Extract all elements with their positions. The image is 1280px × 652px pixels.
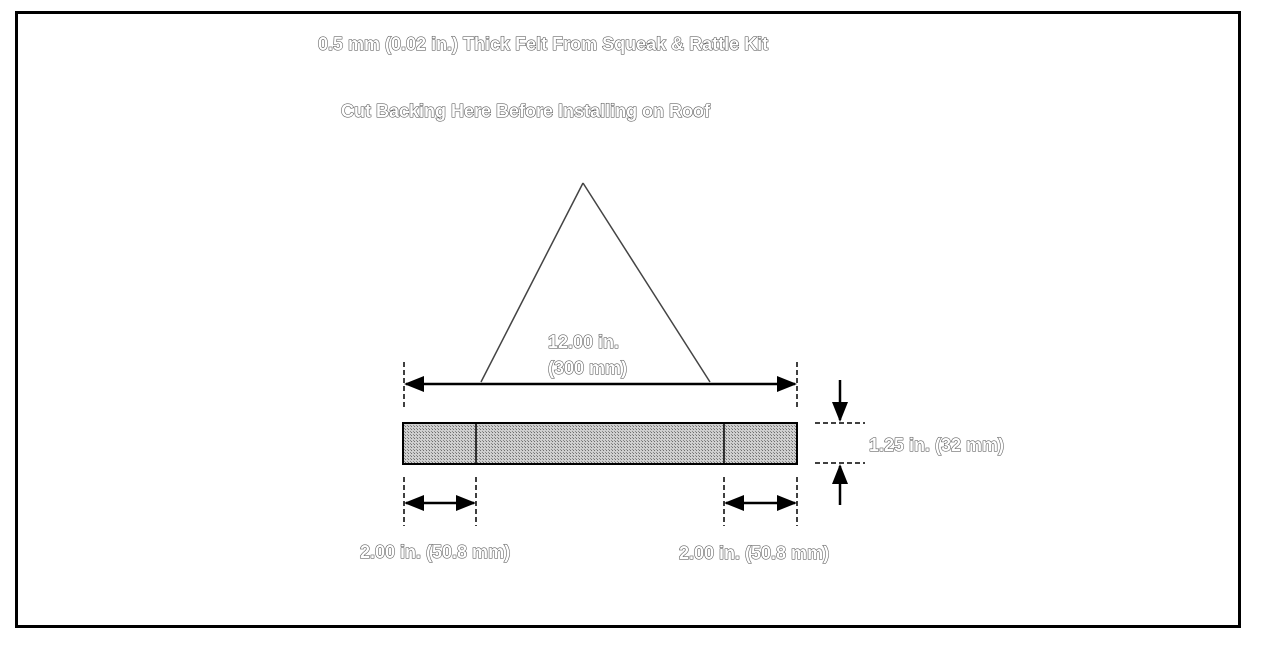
felt-title-label: 0.5 mm (0.02 in.) Thick Felt From Squeak & Rattle Kit xyxy=(318,34,769,54)
cut-backing-label: Cut Backing Here Before Installing on Roof xyxy=(341,101,711,121)
felt-strip xyxy=(403,423,797,464)
cut-leader-right xyxy=(583,183,710,382)
width-label: 1.25 in. (32 mm) xyxy=(869,435,1005,455)
cut-leader-left xyxy=(481,183,583,382)
left-offset-label: 2.00 in. (50.8 mm) xyxy=(360,542,511,562)
length-label-line1: 12.00 in. xyxy=(548,332,620,352)
length-label-line2: (300 mm) xyxy=(548,358,628,378)
right-offset-label: 2.00 in. (50.8 mm) xyxy=(679,543,830,563)
